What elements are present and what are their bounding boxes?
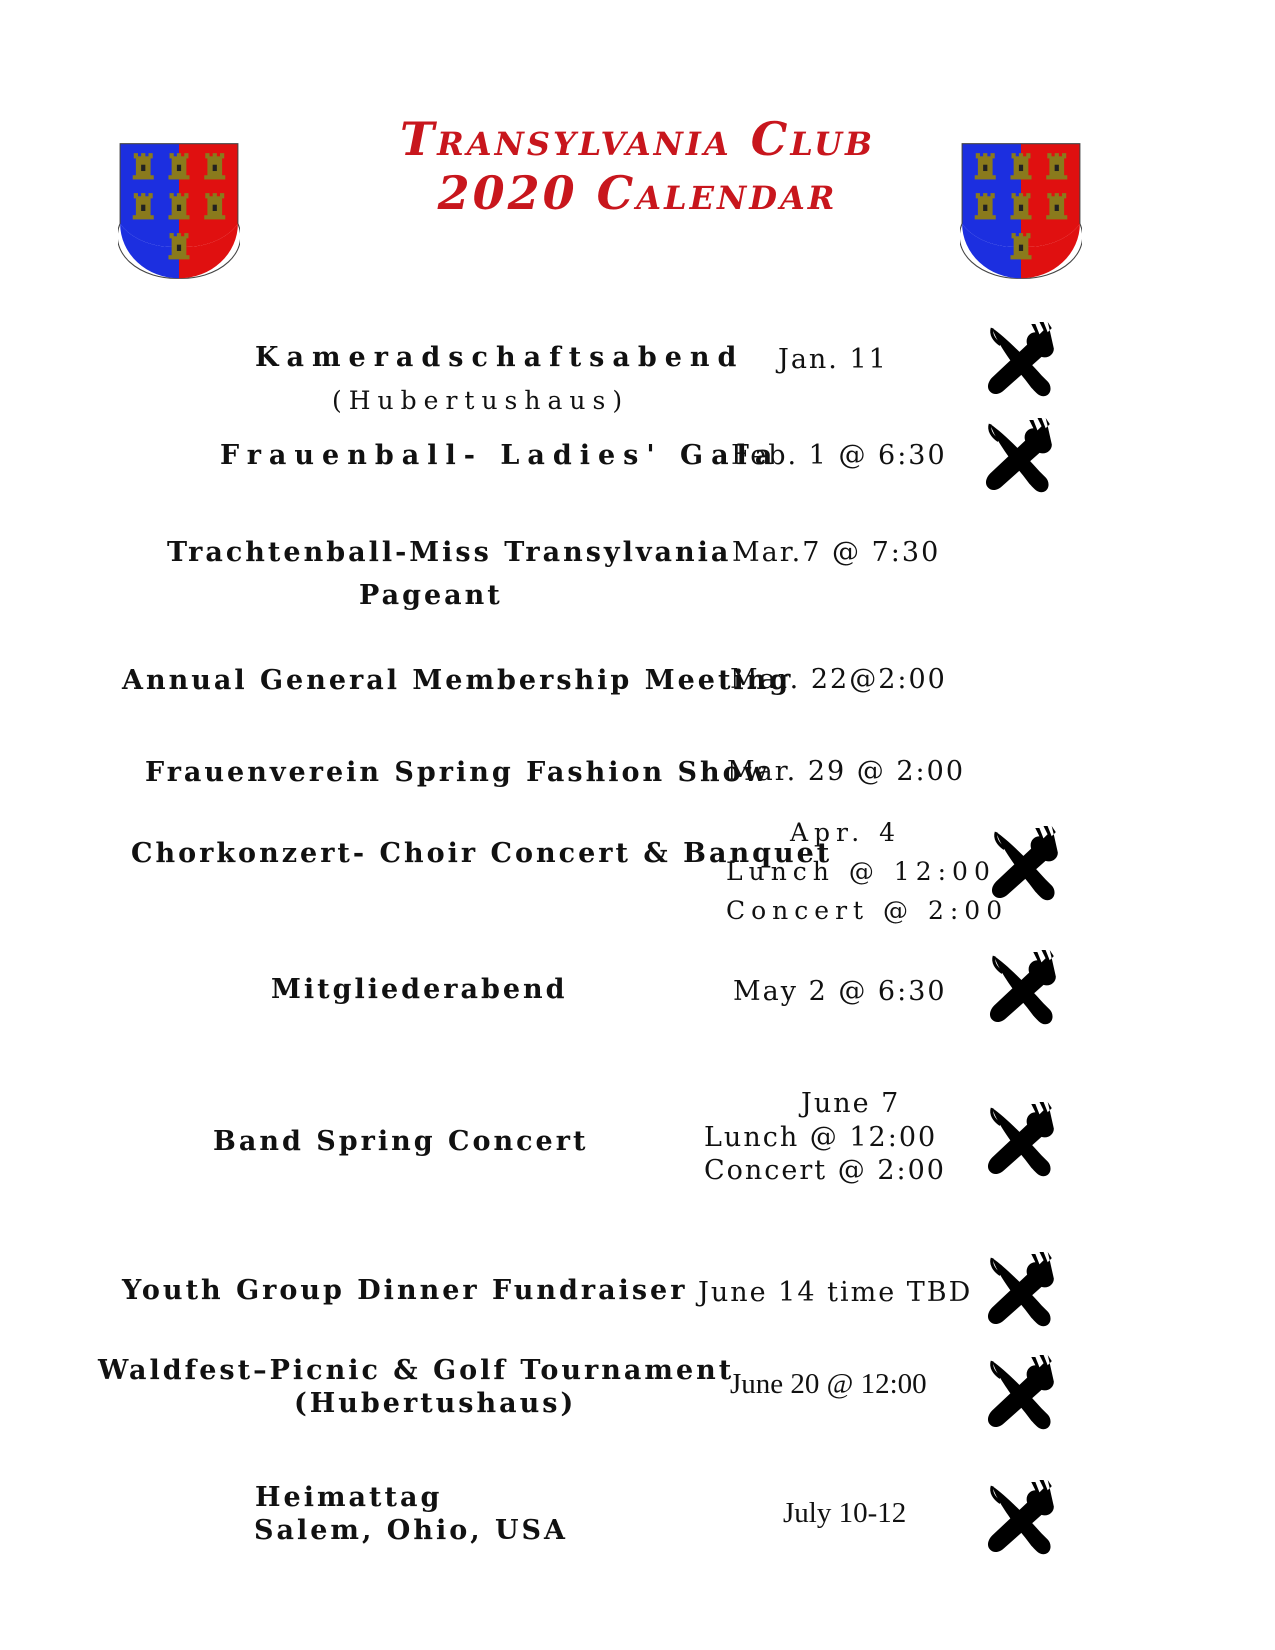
event-date: Apr. 4	[790, 818, 902, 847]
event-date-lunch: Lunch @ 12:00	[704, 1122, 938, 1153]
event-date: Mar.7 @ 7:30	[732, 537, 941, 568]
event-date: July 10-12	[783, 1497, 907, 1529]
fork-and-knife-icon	[980, 418, 1058, 496]
event-subtitle: Salem, Ohio, USA	[254, 1515, 569, 1546]
fork-and-knife-icon	[982, 1102, 1060, 1180]
fork-and-knife-icon	[984, 950, 1062, 1028]
event-name: Band Spring Concert	[213, 1126, 589, 1157]
event-name: Mitgliederabend	[271, 974, 568, 1005]
event-subtitle: (Hubertushaus)	[294, 1388, 577, 1419]
event-date: June 14 time TBD	[698, 1277, 973, 1308]
fork-and-knife-icon	[982, 1252, 1060, 1330]
event-name: Annual General Membership Meeting	[122, 665, 792, 696]
event-name: Trachtenball-Miss Transylvania	[167, 537, 732, 568]
event-date: Feb. 1 @ 6:30	[731, 440, 947, 471]
event-subtitle: Pageant	[359, 580, 503, 611]
event-date: May 2 @ 6:30	[733, 976, 947, 1007]
event-date-concert: Concert @ 2:00	[704, 1155, 946, 1186]
event-name: Youth Group Dinner Fundraiser	[122, 1275, 688, 1306]
event-name: Kameradschaftsabend	[255, 342, 745, 373]
event-name: Chorkonzert- Choir Concert & Banquet	[131, 838, 833, 869]
fork-and-knife-icon	[982, 1480, 1060, 1558]
event-date-concert: Concert @ 2:00	[726, 896, 1009, 925]
event-date-lunch: Lunch @ 12:00	[726, 857, 996, 886]
page-title-line2: 2020 Calendar	[437, 166, 838, 220]
event-name: Frauenverein Spring Fashion Show	[145, 757, 770, 788]
fork-and-knife-icon	[986, 826, 1064, 904]
fork-and-knife-icon	[982, 322, 1060, 400]
event-name: Waldfest–Picnic & Golf Tournament	[98, 1355, 735, 1386]
event-subtitle: (Hubertushaus)	[332, 386, 630, 415]
event-date: Jan. 11	[778, 344, 888, 375]
event-date: Mar. 22@2:00	[730, 664, 947, 695]
event-date: June 20 @ 12:00	[730, 1368, 927, 1400]
event-date: Mar. 29 @ 2:00	[727, 756, 966, 787]
page-title-line1: Transylvania Club	[399, 112, 876, 166]
fork-and-knife-icon	[982, 1355, 1060, 1433]
event-name: Heimattag	[255, 1482, 443, 1513]
event-name: Frauenball- Ladies' Gala	[220, 440, 781, 471]
event-date: June 7	[801, 1088, 901, 1119]
